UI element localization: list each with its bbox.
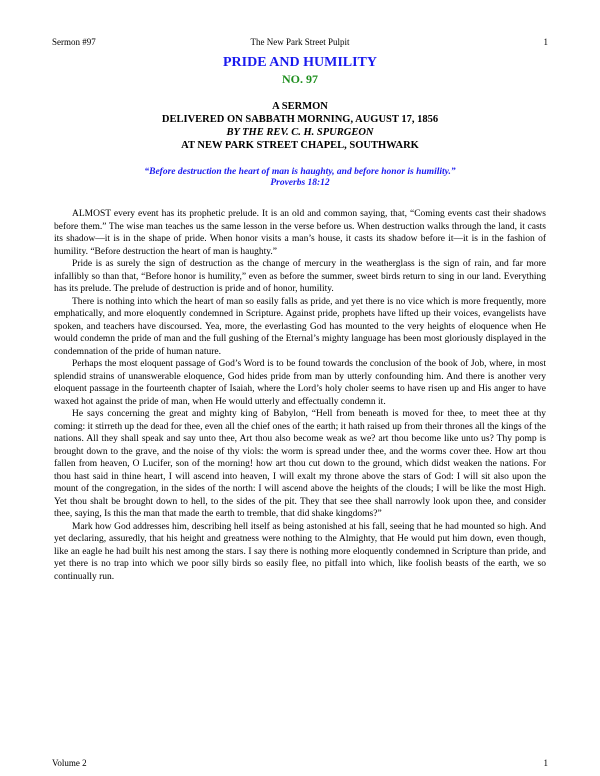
footer-volume: Volume 2 <box>52 758 87 768</box>
running-header <box>52 36 548 48</box>
header-publication-title: The New Park Street Pulpit <box>250 37 350 47</box>
footer-page-number: 1 <box>543 758 548 768</box>
paragraph: Perhaps the most eloquent passage of God’s Word is to be found towards the conclusion of the book of Job, where, in most splendid strains of unanswerable eloquence, God hides pride from man by utterly confounding him. And there is another very eloquent passage in the fourteenth chapter of Isaiah, where the Lord’s holy choler seems to have risen up and His anger to have waxed hot against the pride of man, when He would utterly and effectually condemn it. <box>54 359 546 407</box>
paragraph: Pride is as surely the sign of destruction as the change of mercury in the weatherglass is the sign of rain, and far more infallibly so than that, “Before honor is humility,” even as before the summer, sweet birds return to sing in our land. Everything has its prelude. The prelude of destruction is pride and of honor, humility. <box>54 259 546 294</box>
paragraph: There is nothing into which the heart of man so easily falls as pride, and yet there is no vice which is more frequently, more emphatically, and more eloquently condemned in Scripture. Against pride, prophets have lifted up their voices, evangelists have spoken, and teachers have discoursed. Yea, more, the everlasting God has mounted to the very heights of eloquence when He would condemn the pride of man and the full gushing of the Eternal’s mighty language has been most gloriously displayed in the condemnation of the pride of human nature. <box>54 296 546 357</box>
scripture-reference: Proverbs 18:12 <box>270 178 330 188</box>
header-page-number: 1 <box>543 37 548 47</box>
paragraph: ALMOST every event has its prophetic prelude. It is an old and common saying, that, “Coming events cast their shadows before them.” The wise man teaches us the same lesson in the verse before us. When destruction walks through the land, it casts its shadow—it is in the shape of pride. When honor visits a man’s house, it casts its shadow before it—it is in the fashion of humility. “Before destruction the heart of man is haughty.” <box>54 209 546 257</box>
sermon-body <box>54 208 546 583</box>
location: AT NEW PARK STREET CHAPEL, SOUTHWARK <box>181 140 419 151</box>
sermon-title: PRIDE AND HUMILITY <box>222 55 377 70</box>
preacher: BY THE REV. C. H. SPURGEON <box>226 127 374 138</box>
header-sermon-number: Sermon #97 <box>52 37 96 47</box>
sermon-info <box>0 100 600 152</box>
delivery-date: DELIVERED ON SABBATH MORNING, AUGUST 17, 1856 <box>161 114 439 125</box>
sermon-number: NO. 97 <box>282 72 318 86</box>
scripture-text <box>0 167 600 189</box>
sermon-label: A SERMON <box>272 101 328 112</box>
running-footer <box>52 757 548 769</box>
scripture-quote: “Before destruction the heart of man is haughty, and before honor is humility.” <box>144 167 456 177</box>
paragraph: He says concerning the great and mighty king of Babylon, “Hell from beneath is moved for thee, to meet thee at thy coming: it stirreth up the dead for thee, even all the chief ones of the earth; it hath raised up from their thrones all the kings of the nations. All they shall speak and say unto thee, Art thou also become weak as we? art thou become like unto us? Thy pomp is brought down to the grave, and the noise of thy viols: the worm is spread under thee, and the worms cover thee. How art thou fallen from heaven, O Lucifer, son of the morning! how art thou cut down to the ground, which didst weaken the nations. For thou hast said in thine heart, I will ascend into heaven, I will exalt my throne above the stars of God: I will sit also upon the mount of the congregation, in the sides of the north: I will ascend above the heights of the clouds; I will be like the most High. Yet thou shalt be brought down to hell, to the sides of the pit. They that see thee shall narrowly look upon thee, and consider thee, saying, Is this the man that made the earth to tremble, that did shake kingdoms?” <box>54 409 546 519</box>
paragraph: Mark how God addresses him, describing hell itself as being astonished at his fall, seeing that he had mounted so high. And yet declaring, assuredly, that his height and greatness were nothing to the Almighty, that He would put him down, even though, like an eagle he had built his nest among the stars. I say there is nothing more eloquently condemned in Scripture than pride, and yet there is no trap into which we poor silly birds so easily flee, no pitfall into which, like foolish beasts of the earth, we so continually run. <box>54 521 546 582</box>
